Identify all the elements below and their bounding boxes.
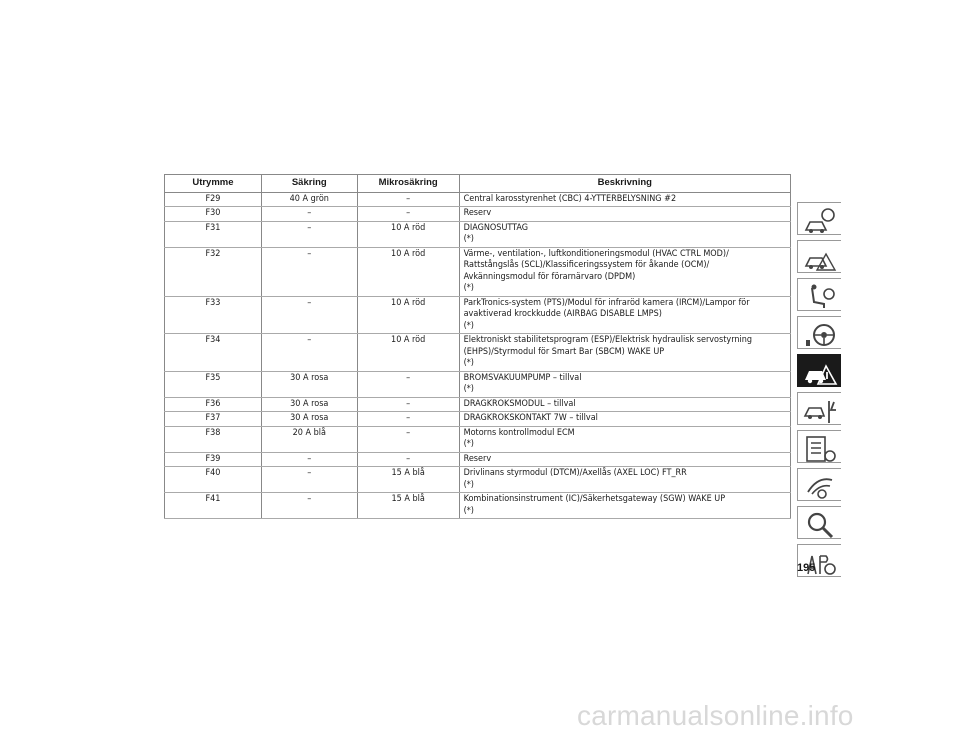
description-line: Värme-, ventilation-, luftkonditioneringsmodul (HVAC CTRL MOD)/: [463, 248, 729, 259]
description-line: Central karosstyrenhet (CBC) 4-YTTERBELYSNING #2: [463, 193, 677, 204]
watermark: carmanualsonline.info: [577, 700, 854, 731]
cell-description: [459, 192, 790, 207]
cell-fuse: –: [261, 207, 357, 222]
cell-fuse: 20 A blå: [261, 426, 357, 452]
cell-fuse: –: [261, 247, 357, 296]
cell-compartment: F39: [165, 452, 262, 467]
cell-fuse: –: [261, 467, 357, 493]
description-line: Drivlinans styrmodul (DTCM)/Axellås (AXEL LOC) FT_RR: [463, 468, 687, 478]
table-row: [165, 334, 791, 372]
cell-description: [459, 334, 790, 372]
cell-fuse: 40 A grön: [261, 192, 357, 207]
description-line: (*): [463, 505, 474, 516]
description-line: DRAGKROKSMODUL – tillval: [463, 398, 576, 409]
cell-compartment: F33: [165, 296, 262, 334]
fuse-table-body: [165, 192, 791, 519]
cell-micro-fuse: –: [357, 426, 459, 452]
cell-micro-fuse: 10 A röd: [357, 221, 459, 247]
table-row: [165, 452, 791, 467]
cell-description: [459, 412, 790, 427]
description-line: avaktiverad krockkudde (AIRBAG DISABLE LMPS): [463, 309, 662, 319]
description-line: (*): [463, 384, 474, 394]
header-fuse: Säkring: [261, 175, 357, 193]
description-line: (*): [463, 283, 474, 293]
cell-description: [459, 493, 790, 519]
table-row: [165, 192, 791, 207]
cell-compartment: F32: [165, 247, 262, 296]
description-line: Elektroniskt stabilitetsprogram (ESP)/Elektrisk hydraulisk servostyrning: [463, 335, 753, 345]
table-row: [165, 493, 791, 519]
header-micro-fuse: Mikrosäkring: [357, 175, 459, 193]
chapter-tabs: [797, 202, 841, 582]
table-header-row: [165, 175, 791, 193]
cell-description: [459, 452, 790, 467]
description-line: Kombinationsinstrument (IC)/Säkerhetsgateway (SGW) WAKE UP: [463, 494, 726, 504]
cell-compartment: F38: [165, 426, 262, 452]
table-row: [165, 467, 791, 493]
cell-description: [459, 296, 790, 334]
table-row: [165, 371, 791, 397]
chapter-tab-5[interactable]: [797, 354, 841, 387]
cell-fuse: –: [261, 493, 357, 519]
cell-description: [459, 467, 790, 493]
chapter-tab-8[interactable]: [797, 468, 841, 501]
header-compartment: Utrymme: [165, 175, 262, 193]
description-line: DRAGKROKSKONTAKT 7W – tillval: [463, 413, 598, 423]
description-line: Reserv: [463, 453, 492, 464]
description-line: (EHPS)/Styrmodul för Smart Bar (SBCM) WAKE UP: [463, 346, 665, 357]
cell-compartment: F40: [165, 467, 262, 493]
description-line: (*): [463, 234, 474, 244]
chapter-tab-2[interactable]: [797, 240, 841, 273]
chapter-tab-9[interactable]: [797, 506, 841, 539]
cell-description: [459, 207, 790, 222]
cell-micro-fuse: –: [357, 192, 459, 207]
cell-micro-fuse: 15 A blå: [357, 493, 459, 519]
cell-description: [459, 221, 790, 247]
table-row: [165, 207, 791, 222]
cell-description: [459, 371, 790, 397]
description-line: Motorns kontrollmodul ECM: [463, 427, 575, 438]
cell-micro-fuse: 10 A röd: [357, 247, 459, 296]
cell-fuse: 30 A rosa: [261, 397, 357, 412]
cell-micro-fuse: 15 A blå: [357, 467, 459, 493]
description-line: (*): [463, 479, 474, 490]
fuse-table: [164, 174, 791, 519]
cell-micro-fuse: –: [357, 412, 459, 427]
cell-fuse: –: [261, 452, 357, 467]
description-line: Rattstångslås (SCL)/Klassificeringssystem för åkande (OCM)/: [463, 260, 710, 270]
cell-fuse: 30 A rosa: [261, 371, 357, 397]
description-line: Avkänningsmodul för förarnärvaro (DPDM): [463, 271, 636, 282]
cell-compartment: F31: [165, 221, 262, 247]
description-line: BROMSVAKUUMPUMP – tillval: [463, 372, 582, 383]
table-row: [165, 397, 791, 412]
chapter-tab-7[interactable]: [797, 430, 841, 463]
table-row: [165, 296, 791, 334]
description-line: (*): [463, 358, 474, 368]
cell-micro-fuse: 10 A röd: [357, 334, 459, 372]
cell-compartment: F37: [165, 412, 262, 427]
cell-compartment: F35: [165, 371, 262, 397]
chapter-tab-4[interactable]: [797, 316, 841, 349]
table-row: [165, 412, 791, 427]
cell-compartment: F30: [165, 207, 262, 222]
table-row: [165, 426, 791, 452]
table-row: [165, 247, 791, 296]
cell-description: [459, 426, 790, 452]
cell-micro-fuse: –: [357, 397, 459, 412]
cell-compartment: F29: [165, 192, 262, 207]
cell-micro-fuse: –: [357, 207, 459, 222]
chapter-tab-6[interactable]: [797, 392, 841, 425]
cell-micro-fuse: –: [357, 452, 459, 467]
chapter-tab-1[interactable]: [797, 202, 841, 235]
chapter-tab-3[interactable]: [797, 278, 841, 311]
cell-compartment: F34: [165, 334, 262, 372]
description-line: (*): [463, 320, 474, 331]
header-description: Beskrivning: [459, 175, 790, 193]
cell-micro-fuse: 10 A röd: [357, 296, 459, 334]
cell-description: [459, 397, 790, 412]
page-number: 195: [797, 562, 816, 574]
cell-micro-fuse: –: [357, 371, 459, 397]
cell-description: [459, 247, 790, 296]
description-line: ParkTronics-system (PTS)/Modul för infraröd kamera (IRCM)/Lampor för: [463, 297, 750, 308]
cell-compartment: F36: [165, 397, 262, 412]
cell-compartment: F41: [165, 493, 262, 519]
description-line: DIAGNOSUTTAG: [463, 222, 529, 233]
cell-fuse: –: [261, 334, 357, 372]
cell-fuse: –: [261, 221, 357, 247]
cell-fuse: –: [261, 296, 357, 334]
description-line: (*): [463, 439, 474, 449]
cell-fuse: 30 A rosa: [261, 412, 357, 427]
description-line: Reserv: [463, 208, 492, 218]
table-row: [165, 221, 791, 247]
